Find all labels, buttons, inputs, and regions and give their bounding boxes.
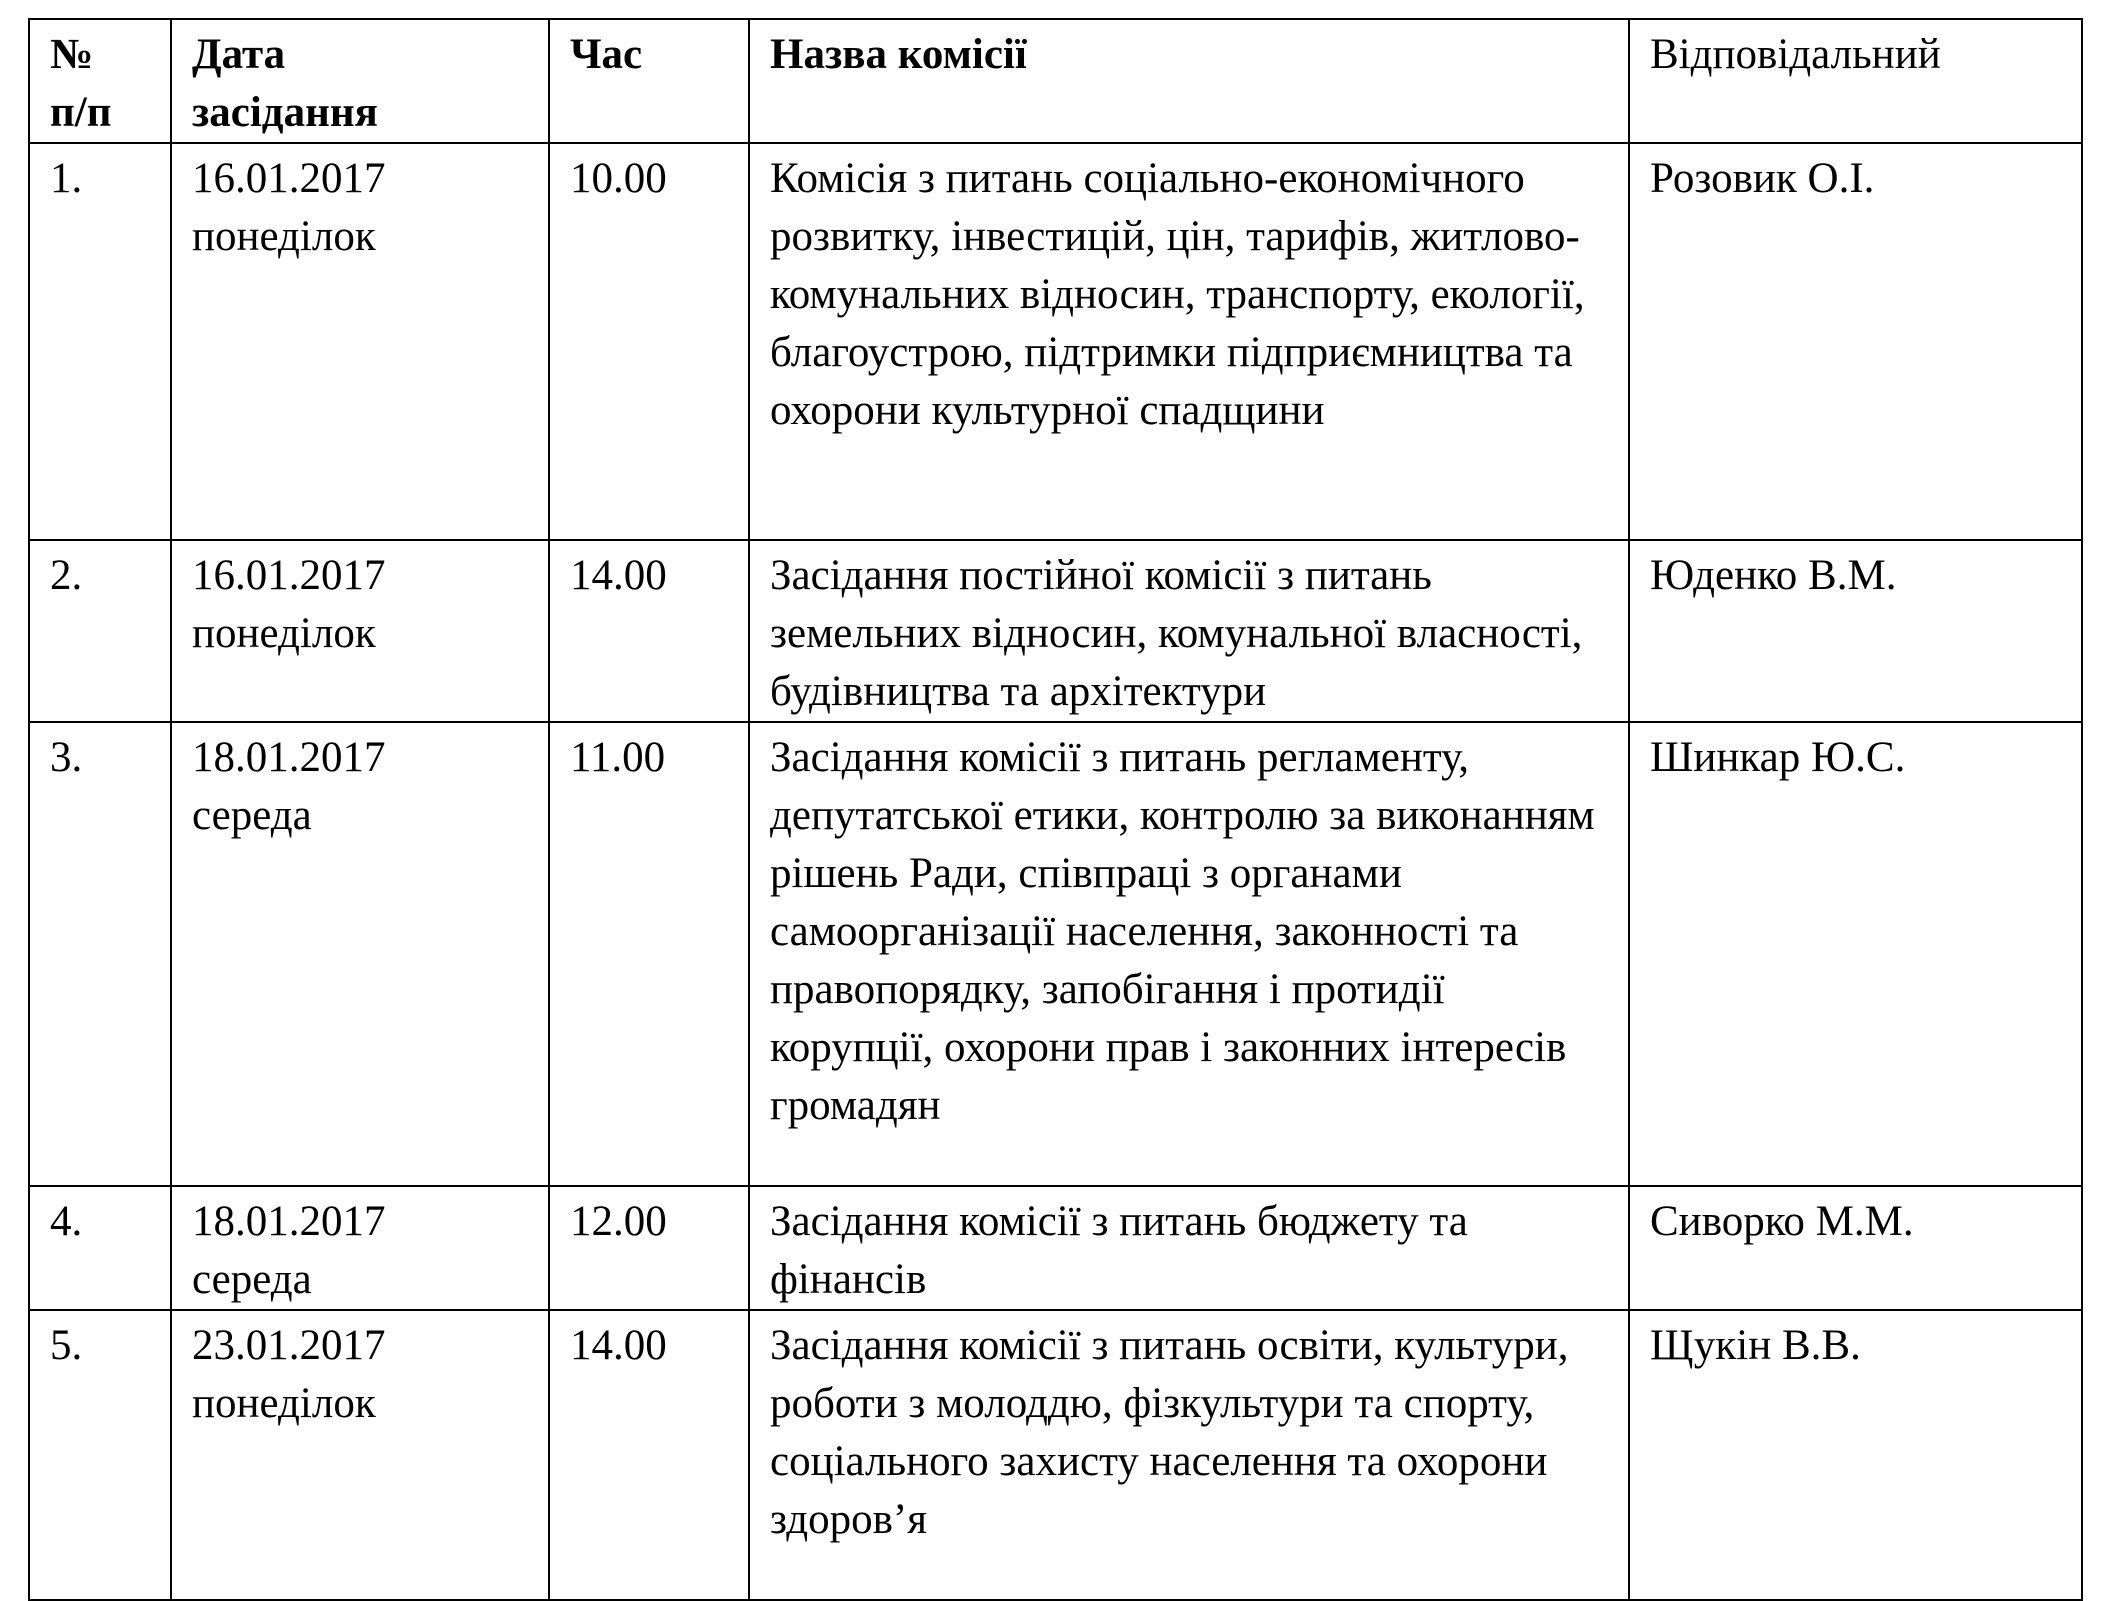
- row-date: 18.01.2017: [192, 734, 386, 781]
- row-day: середа: [192, 792, 312, 839]
- row-time: 12.00: [549, 1186, 749, 1310]
- row-responsible: Шинкар Ю.С.: [1629, 722, 2082, 1186]
- row-time: 10.00: [549, 143, 749, 540]
- row-time: 11.00: [549, 722, 749, 1186]
- row-date: 23.01.2017: [192, 1322, 386, 1369]
- header-number-line2: п/п: [50, 89, 112, 136]
- row-time: 14.00: [549, 1310, 749, 1600]
- row-number: 1.: [29, 143, 171, 540]
- row-responsible: Розовик О.І.: [1629, 143, 2082, 540]
- row-day: понеділок: [192, 1380, 376, 1427]
- header-number: [29, 19, 171, 143]
- table-header-row: [29, 19, 2082, 143]
- table-row: [29, 540, 2082, 722]
- row-date: 16.01.2017: [192, 552, 386, 599]
- row-commission-name: Засідання комісії з питань бюджету та фінансів: [749, 1186, 1629, 1310]
- table-row: [29, 722, 2082, 1186]
- header-commission-name: Назва комісії: [749, 19, 1629, 143]
- row-responsible: Сиворко М.М.: [1629, 1186, 2082, 1310]
- row-day: середа: [192, 1256, 312, 1303]
- row-date-cell: [171, 1186, 549, 1310]
- row-commission-name: Засідання постійної комісії з питань земельних відносин, комунальної власності, будівництва та архітектури: [749, 540, 1629, 722]
- row-responsible: Щукін В.В.: [1629, 1310, 2082, 1600]
- table-row: [29, 143, 2082, 540]
- row-day: понеділок: [192, 610, 376, 657]
- row-commission-name: Комісія з питань соціально-економічного розвитку, інвестицій, цін, тарифів, житлово-комунальних відносин, транспорту, екології, благоустрою, підтримки підприємництва та охорони культурної спадщини: [749, 143, 1629, 540]
- row-date: 18.01.2017: [192, 1198, 386, 1245]
- row-commission-name: Засідання комісії з питань освіти, культури, роботи з молоддю, фізкультури та спорту, соціального захисту населення та охорони здоров’я: [749, 1310, 1629, 1600]
- row-number: 5.: [29, 1310, 171, 1600]
- row-responsible: Юденко В.М.: [1629, 540, 2082, 722]
- table-row: [29, 1186, 2082, 1310]
- header-date: [171, 19, 549, 143]
- row-date: 16.01.2017: [192, 155, 386, 202]
- row-number: 3.: [29, 722, 171, 1186]
- header-date-line2: засідання: [192, 89, 378, 136]
- header-time: Час: [549, 19, 749, 143]
- row-date-cell: [171, 722, 549, 1186]
- header-number-line1: №: [50, 31, 94, 78]
- row-date-cell: [171, 143, 549, 540]
- table-row: [29, 1310, 2082, 1600]
- row-number: 4.: [29, 1186, 171, 1310]
- row-date-cell: [171, 540, 549, 722]
- row-day: понеділок: [192, 213, 376, 260]
- row-commission-name: Засідання комісії з питань регламенту, депутатської етики, контролю за виконанням рішень Ради, співпраці з органами самоорганізації населення, законності та правопорядку, запобігання і протидії корупції, охорони прав і законних інтересів громадян: [749, 722, 1629, 1186]
- row-date-cell: [171, 1310, 549, 1600]
- header-responsible: Відповідальний: [1629, 19, 2082, 143]
- header-date-line1: Дата: [192, 31, 286, 78]
- row-number: 2.: [29, 540, 171, 722]
- commission-schedule-table: [28, 18, 2083, 1601]
- row-time: 14.00: [549, 540, 749, 722]
